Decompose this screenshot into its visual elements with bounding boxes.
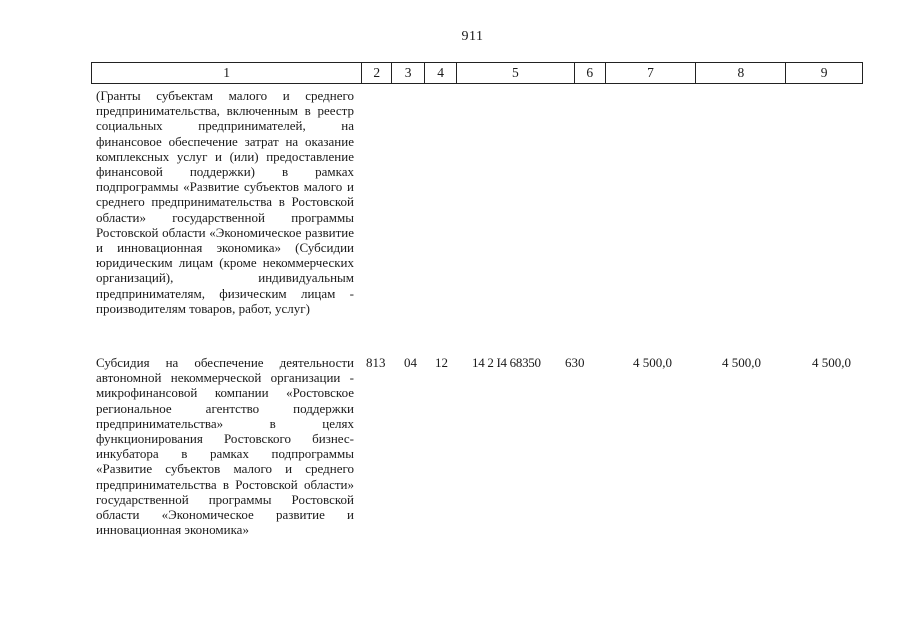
row-1-description: (Гранты субъектам малого и среднего предпринимательства, включенным в реестр социальных предпринимателей, на финансовое обеспечение затрат на оказание комплексных услуг и (или) предоставление финансовой поддержки) в рамках подпрограммы «Развитие субъектов малого и среднего предпринимательства в Ростовской области» государственной программы Ростовской области «Экономическое развитие и инновационная экономика» (Субсидии юридическим лицам (кроме некоммерческих организаций), индивидуальным предпринимателям, физическим лицам - производителям товаров, работ, услуг) [96,88,354,316]
table-header-row [91,62,863,84]
row-2-subsection: 12 [435,355,448,370]
column-header-4: 4 [424,63,456,83]
row-2-description: Субсидия на обеспечение деятельности автономной некоммерческой организации - микрофинансовой компании «Ростовское региональное агентство поддержки предпринимательства» в целях функционирования Ростовского бизнес-инкубатора в рамках подпрограммы «Развитие субъектов малого и среднего предпринимательства в Ростовской области» государственной программы Ростовской области «Экономическое развитие и инновационная экономика» [96,355,354,538]
row-2-target-item: 14 2 I4 68350 [472,355,541,370]
column-header-5: 5 [456,63,574,83]
row-2-ministry-code: 813 [366,355,386,370]
row-2-amount-col8: 4 500,0 [722,355,761,370]
row-2-expense-type: 630 [565,355,585,370]
column-header-6: 6 [574,63,605,83]
column-header-2: 2 [361,63,391,83]
row-2-amount-col7: 4 500,0 [633,355,672,370]
page-number: 911 [461,29,484,44]
column-header-8: 8 [695,63,785,83]
column-header-9: 9 [785,63,862,83]
row-2-amount-col9: 4 500,0 [812,355,851,370]
column-header-1: 1 [223,65,231,80]
column-header-3: 3 [391,63,424,83]
row-2-section: 04 [404,355,417,370]
column-header-7: 7 [605,63,696,83]
